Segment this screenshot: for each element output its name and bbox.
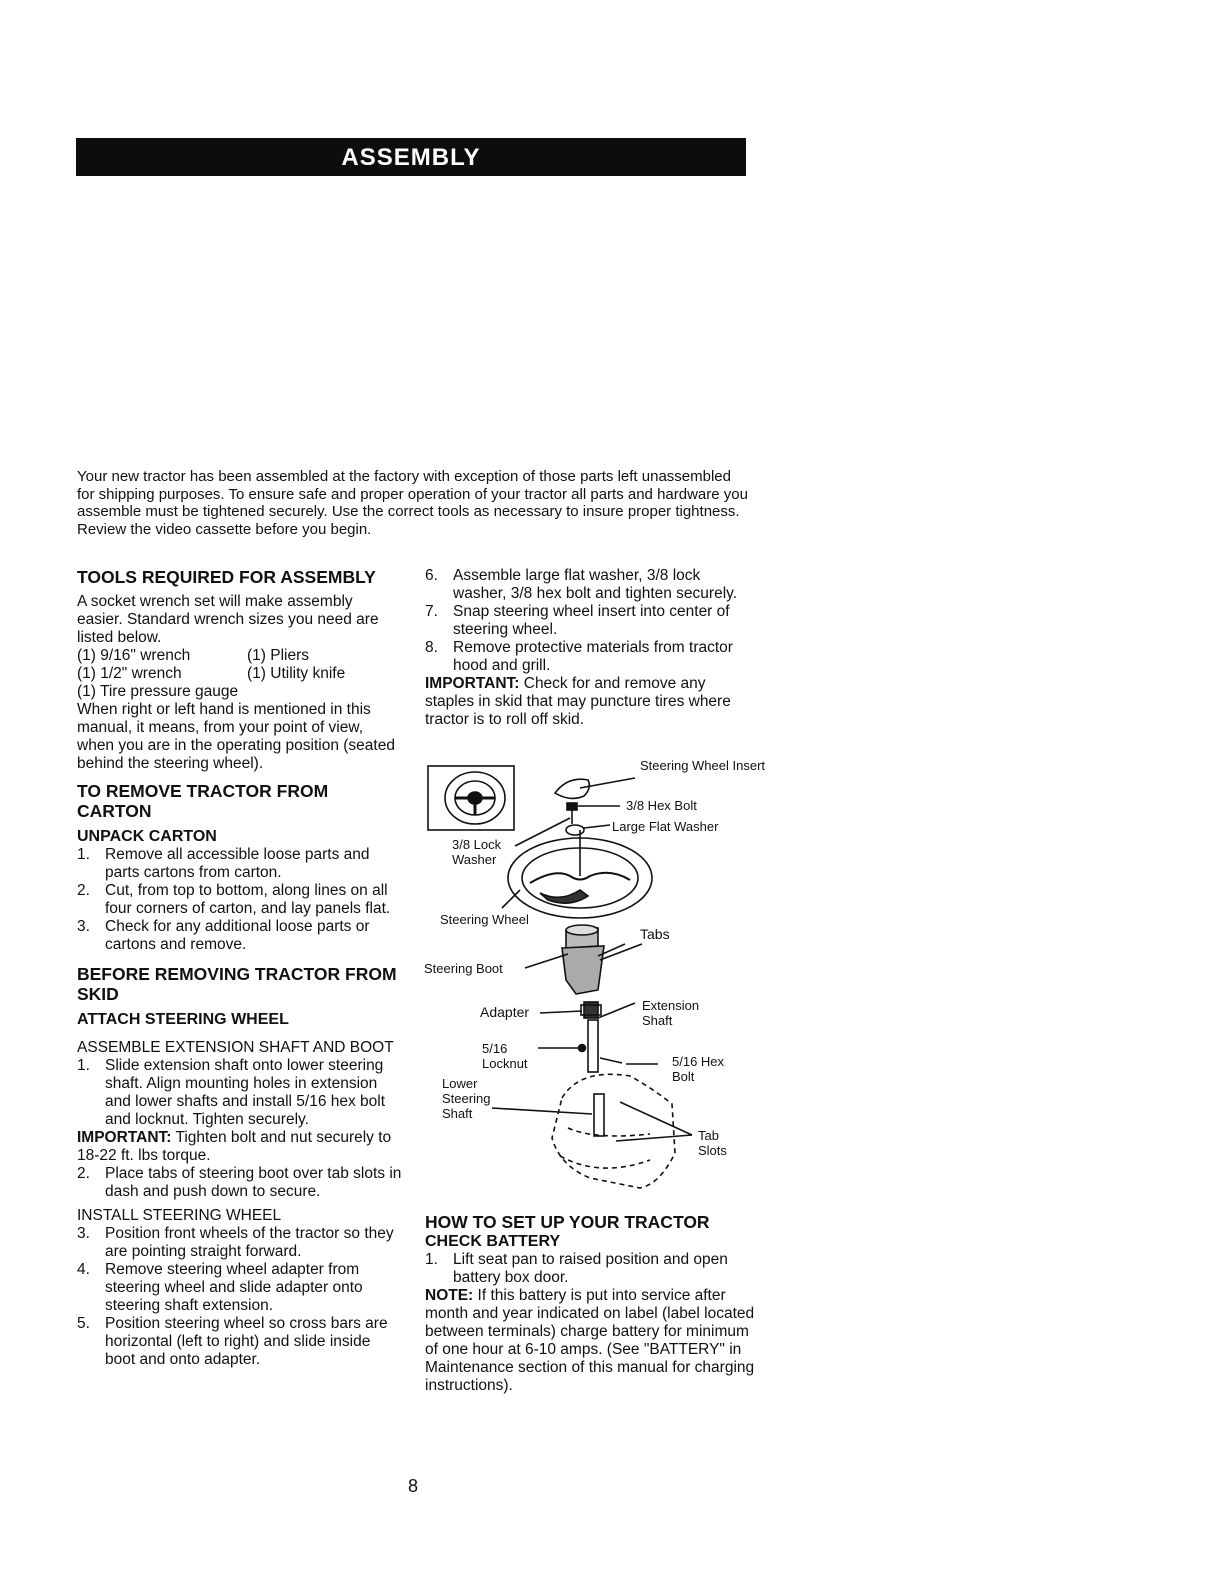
steering-wheel-part: [508, 830, 652, 918]
battery-note: NOTE: If this battery is put into service after month and year indicated on label (label located between terminals) charge battery for minimum of one hour at 6-10 amps. (See "BATTERY" in Maintenance section of this manual for charging instructions).: [425, 1287, 755, 1394]
unpack-steps: [77, 846, 402, 954]
label-steering-wheel-insert: Steering Wheel Insert: [640, 758, 766, 773]
important-torque: IMPORTANT: Tighten bolt and nut securely to 18-22 ft. lbs torque.: [77, 1129, 392, 1164]
tool-item: (1) Utility knife: [247, 665, 346, 682]
list-item: 6. Assemble large flat washer, 3/8 lock washer, 3/8 hex bolt and tighten securely.: [425, 567, 738, 602]
label-large-flat-washer: Large Flat Washer: [612, 819, 719, 834]
extension-shaft-part: [588, 1020, 598, 1072]
list-item: 5. Position steering wheel so cross bars are horizontal (left to right) and slide inside boot and onto adapter.: [77, 1315, 388, 1368]
steering-assembly-diagram: [420, 758, 766, 1200]
list-item: 8. Remove protective materials from tractor hood and grill.: [425, 639, 733, 674]
dash-outline: [552, 1074, 675, 1188]
list-item: 1. Lift seat pan to raised position and open battery box door.: [425, 1251, 728, 1286]
list-item: 2. Place tabs of steering boot over tab slots in dash and push down to secure.: [77, 1165, 402, 1200]
tools-text: A socket wrench set will make assembly easier. Standard wrench sizes you need are listed below.: [77, 593, 379, 646]
battery-steps: [425, 1251, 755, 1287]
tool-item: (1) 1/2" wrench: [77, 665, 182, 682]
list-item: 3. Position front wheels of the tractor so they are pointing straight forward.: [77, 1225, 394, 1260]
label-extension-shaft: Extension Shaft: [642, 998, 700, 1028]
boot-steps: [77, 1165, 402, 1201]
label-steering-boot: Steering Boot: [424, 961, 503, 976]
hand-note: When right or left hand is mentioned in this manual, it means, from your point of view, when you are in the operating position (seated behind the steering wheel).: [77, 701, 395, 772]
left-column: [77, 567, 402, 1369]
shaft-steps: [77, 1057, 402, 1129]
tools-list: [77, 647, 402, 701]
important-staples: IMPORTANT: Check for and remove any staples in skid that may puncture tires where tractor is to roll off skid.: [425, 675, 731, 728]
insert-part: [555, 779, 589, 798]
remove-carton-heading: TO REMOVE TRACTOR FROM CARTON: [77, 781, 329, 821]
list-item: 4. Remove steering wheel adapter from steering wheel and slide adapter onto steering shaft extension.: [77, 1261, 363, 1314]
tool-item: (1) Pliers: [247, 647, 310, 664]
label-516-hex-bolt: 5/16 Hex Bolt: [672, 1054, 725, 1084]
tool-item: (1) 9/16" wrench: [77, 647, 191, 664]
list-item: 7. Snap steering wheel insert into center of steering wheel.: [425, 603, 730, 638]
right-column: [425, 567, 755, 729]
list-item: 1. Remove all accessible loose parts and parts cartons from carton.: [77, 846, 370, 881]
steering-boot-part: [562, 925, 604, 994]
unpack-carton-subheading: UNPACK CARTON: [77, 828, 217, 845]
setup-heading: HOW TO SET UP YOUR TRACTOR: [425, 1212, 710, 1232]
before-skid-heading: BEFORE REMOVING TRACTOR FROM SKID: [77, 964, 397, 1004]
label-steering-wheel: Steering Wheel: [440, 912, 529, 927]
list-item: 2. Cut, from top to bottom, along lines on all four corners of carton, and lay panels flat.: [77, 882, 391, 917]
label-lower-steering-shaft: Lower Steering Shaft: [442, 1076, 491, 1121]
attach-wheel-subheading: ATTACH STEERING WHEEL: [77, 1011, 289, 1028]
install-wheel-title: INSTALL STEERING WHEEL: [77, 1207, 282, 1224]
label-38-lock-washer: 3/8 Lock Washer: [452, 837, 502, 867]
list-item: 1. Slide extension shaft onto lower steering shaft. Align mounting holes in extension and lower shafts and install 5/16 hex bolt and locknut. Tighten securely.: [77, 1057, 386, 1128]
intro-paragraph: Your new tractor has been assembled at the factory with exception of those parts left unassembled for shipping purposes. To ensure safe and proper operation of your tractor all parts and hardware you assemble must be tightened securely. Use the correct tools as necessary to insure proper tightness. Review the video cassette before you begin.: [77, 468, 748, 538]
setup-section: [425, 1212, 755, 1395]
tool-item: (1) Tire pressure gauge: [77, 683, 239, 700]
page-number: 8: [408, 1476, 419, 1496]
label-tab-slots: Tab Slots: [698, 1128, 727, 1158]
label-38-hex-bolt: 3/8 Hex Bolt: [626, 798, 697, 813]
check-battery-subheading: CHECK BATTERY: [425, 1233, 561, 1250]
label-adapter: Adapter: [480, 1004, 530, 1020]
list-item: 3. Check for any additional loose parts or cartons and remove.: [77, 918, 370, 953]
assembly-banner: ASSEMBLY: [76, 138, 746, 176]
tools-heading: TOOLS REQUIRED FOR ASSEMBLY: [77, 567, 376, 587]
right-steps: [425, 567, 755, 675]
assemble-shaft-title: ASSEMBLE EXTENSION SHAFT AND BOOT: [77, 1039, 394, 1056]
adapter-part: [581, 1002, 601, 1018]
label-tabs: Tabs: [640, 926, 670, 942]
inset-wheel-icon: [445, 772, 505, 824]
install-steps: [77, 1225, 402, 1369]
label-516-locknut: 5/16 Locknut: [482, 1041, 528, 1071]
lower-shaft-part: [594, 1094, 604, 1136]
